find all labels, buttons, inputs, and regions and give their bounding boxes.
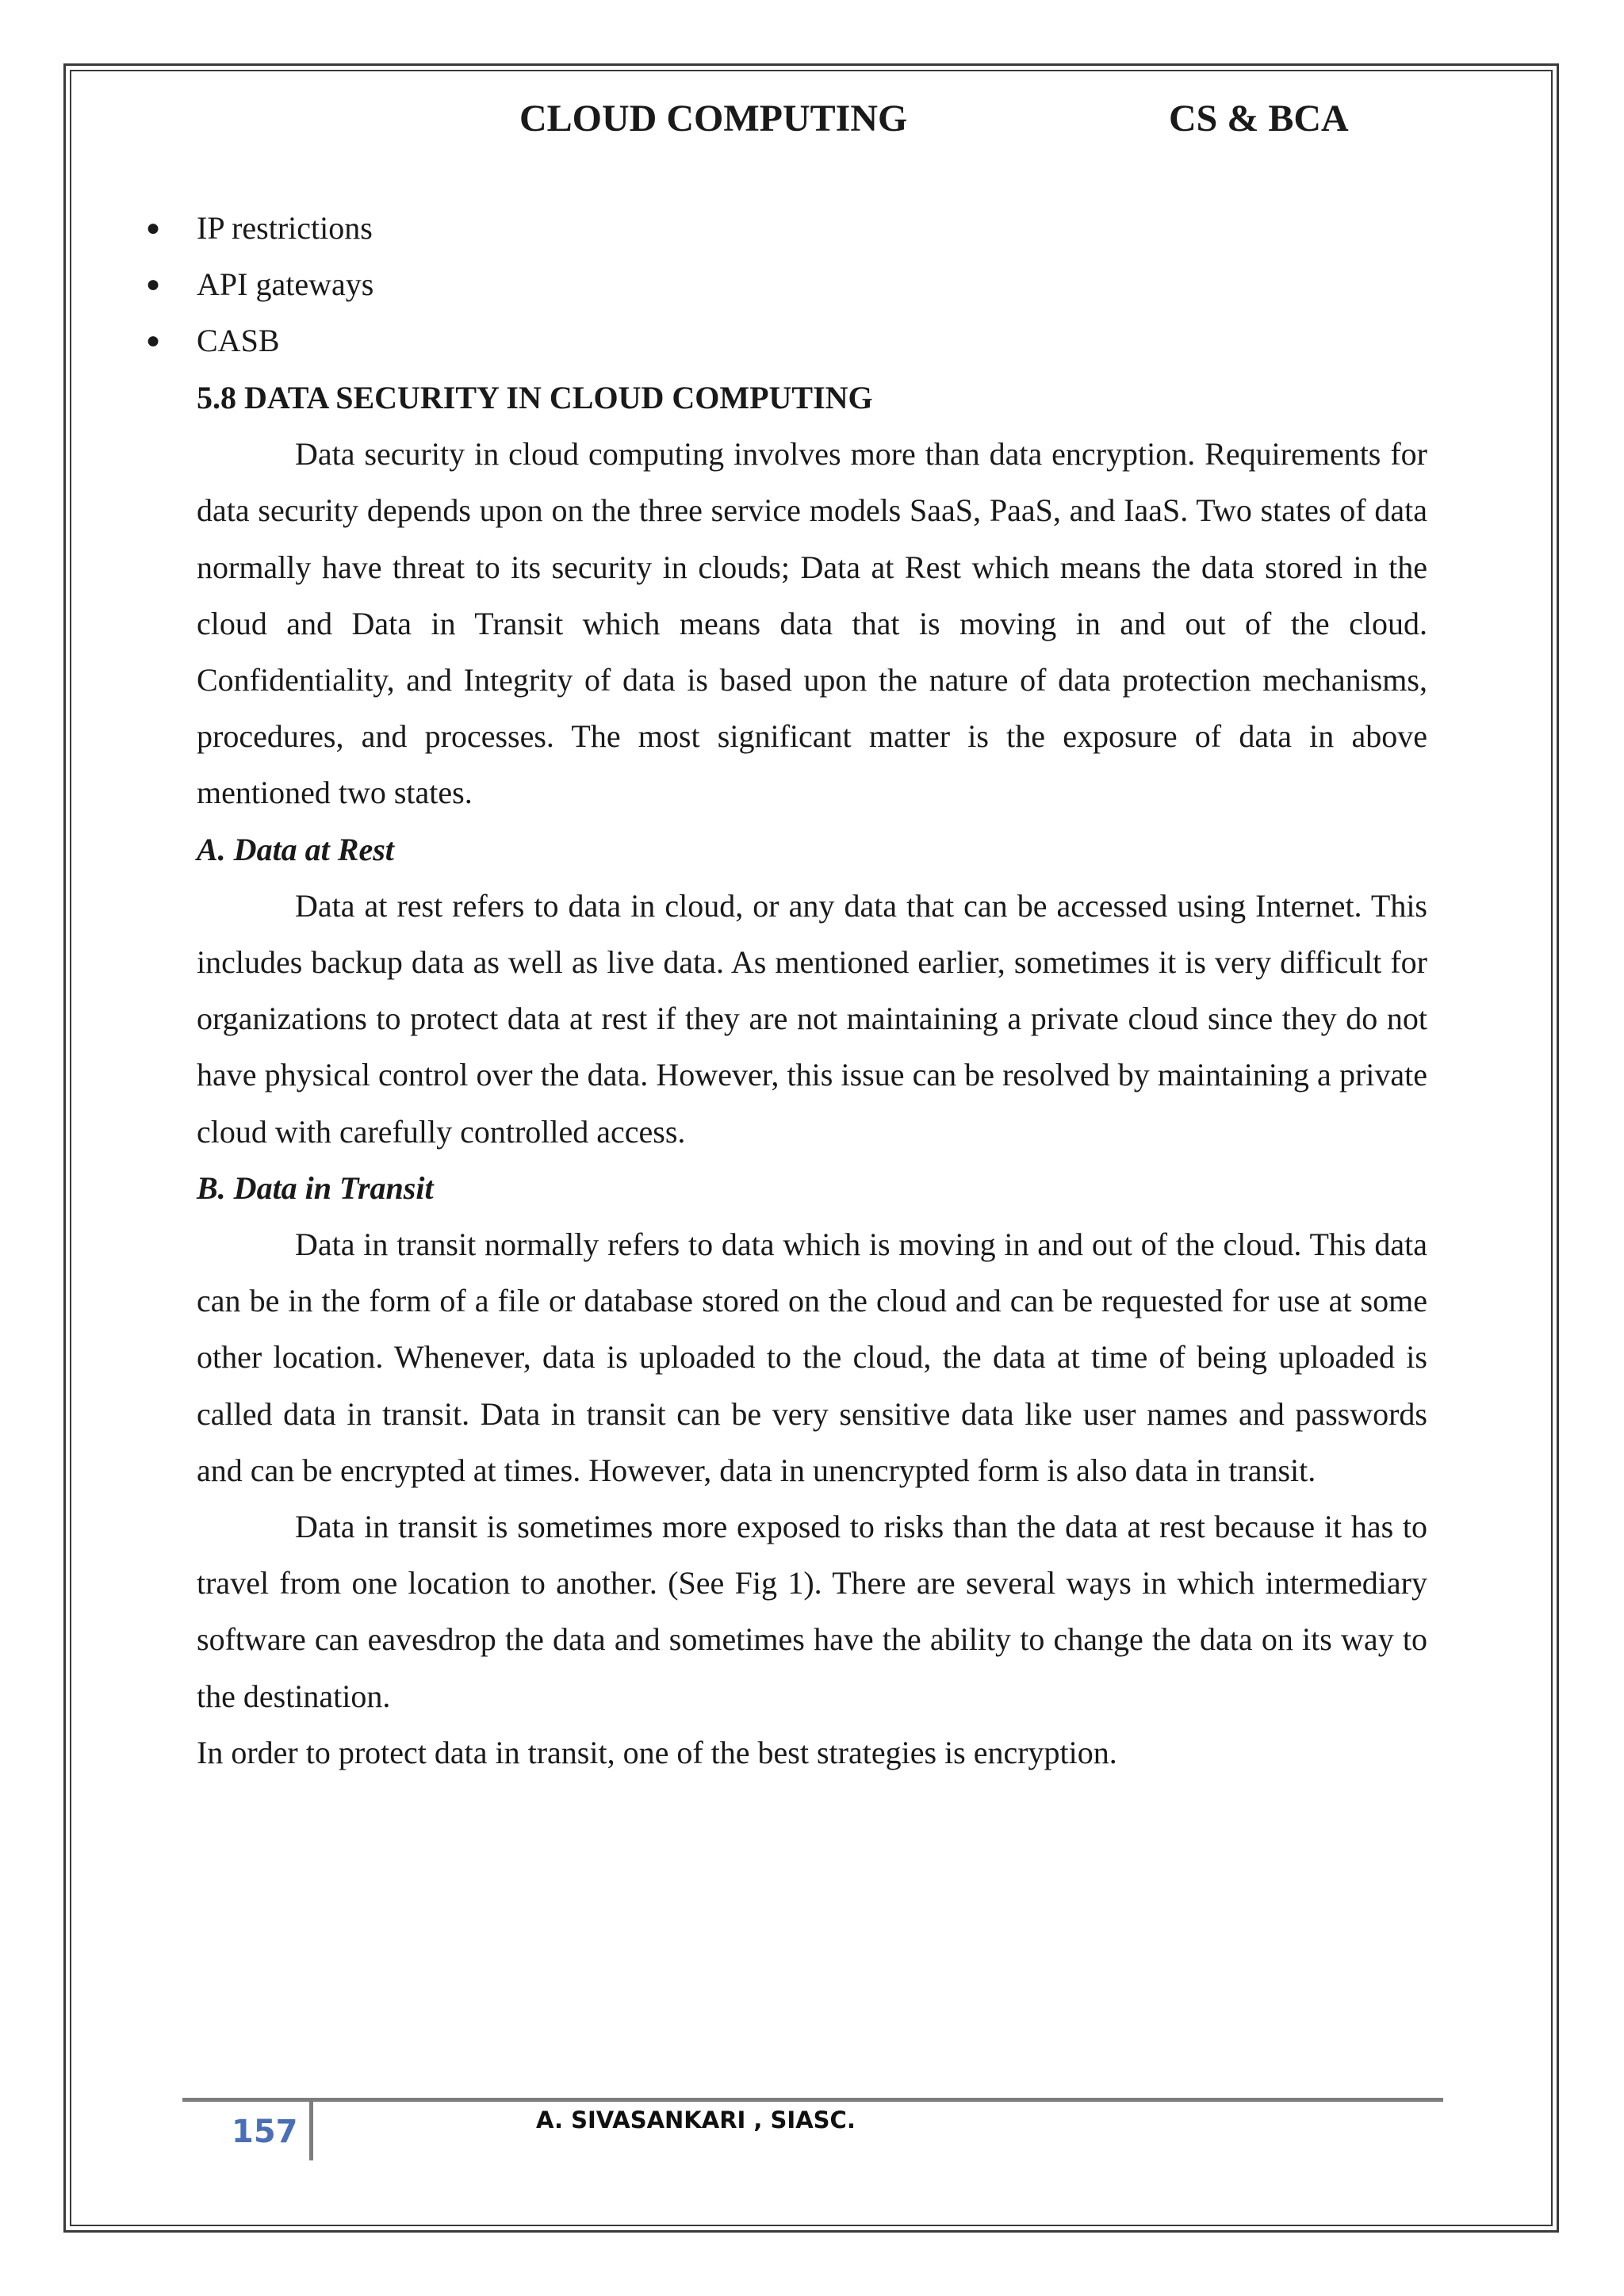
page-header [0, 97, 1624, 152]
subsection-b-heading: B. Data in Transit [197, 1169, 434, 1206]
bullet-text: IP restrictions [197, 210, 373, 246]
bullet-icon: ● [146, 215, 161, 241]
footer-divider [309, 2102, 313, 2160]
footer-rule [182, 2098, 1443, 2102]
subsection-b-paragraph-2: Data in transit is sometimes more exposed to risks than the data at rest because it has to travel from one location to another. (See Fig 1). There are several ways in which intermediary software can eavesdrop the data and sometimes have the ability to change the data on its way to the destination. [197, 1509, 1427, 1714]
bullet-list [143, 200, 373, 369]
bullet-icon: ● [146, 271, 161, 297]
subsection-b-paragraph-1: Data in transit normally refers to data which is moving in and out of the cloud. This data can be in the form of a file or database stored on the cloud and can be requested for use at some other location. Whenever, data is uploaded to the cloud, the data at time of being uploaded is called data in transit. Data in transit can be very sensitive data like user names and passwords and can be encrypted at times. However, data in unencrypted form is also data in transit. [197, 1226, 1427, 1488]
section-intro-paragraph: Data security in cloud computing involves more than data encryption. Requirements for data security depends upon on the three service models SaaS, PaaS, and IaaS. Two states of data normally have threat to its security in clouds; Data at Rest which means the data stored in the cloud and Data in Transit which means data that is moving in and out of the cloud. Confidentiality, and Integrity of data is based upon the nature of data protection mechanisms, procedures, and processes. The most significant matter is the exposure of data in above mentioned two states. [197, 436, 1427, 811]
subsection-a-heading: A. Data at Rest [197, 831, 394, 867]
subsection-b-paragraph-3: In order to protect data in transit, one of the best strategies is encryption. [197, 1734, 1117, 1770]
header-course: CS & BCA [1169, 98, 1349, 140]
bullet-text: CASB [197, 323, 280, 358]
list-item [143, 200, 373, 256]
bullet-icon: ● [146, 327, 161, 354]
main-content [197, 369, 1427, 1781]
footer-author: A. SIVASANKARI , SIASC. [536, 2107, 856, 2133]
section-heading: 5.8 DATA SECURITY IN CLOUD COMPUTING [197, 380, 873, 415]
list-item [143, 312, 373, 369]
header-title: CLOUD COMPUTING [519, 98, 908, 140]
subsection-a-paragraph: Data at rest refers to data in cloud, or any data that can be accessed using Internet. This includes backup data as well as live data. As mentioned earlier, sometimes it is very difficult for organizations to protect data at rest if they are not maintaining a private cloud since they do not have physical control over the data. However, this issue can be resolved by maintaining a private cloud with carefully controlled access. [197, 887, 1427, 1150]
list-item [143, 256, 373, 312]
page-number: 157 [232, 2114, 298, 2150]
bullet-text: API gateways [197, 266, 374, 302]
